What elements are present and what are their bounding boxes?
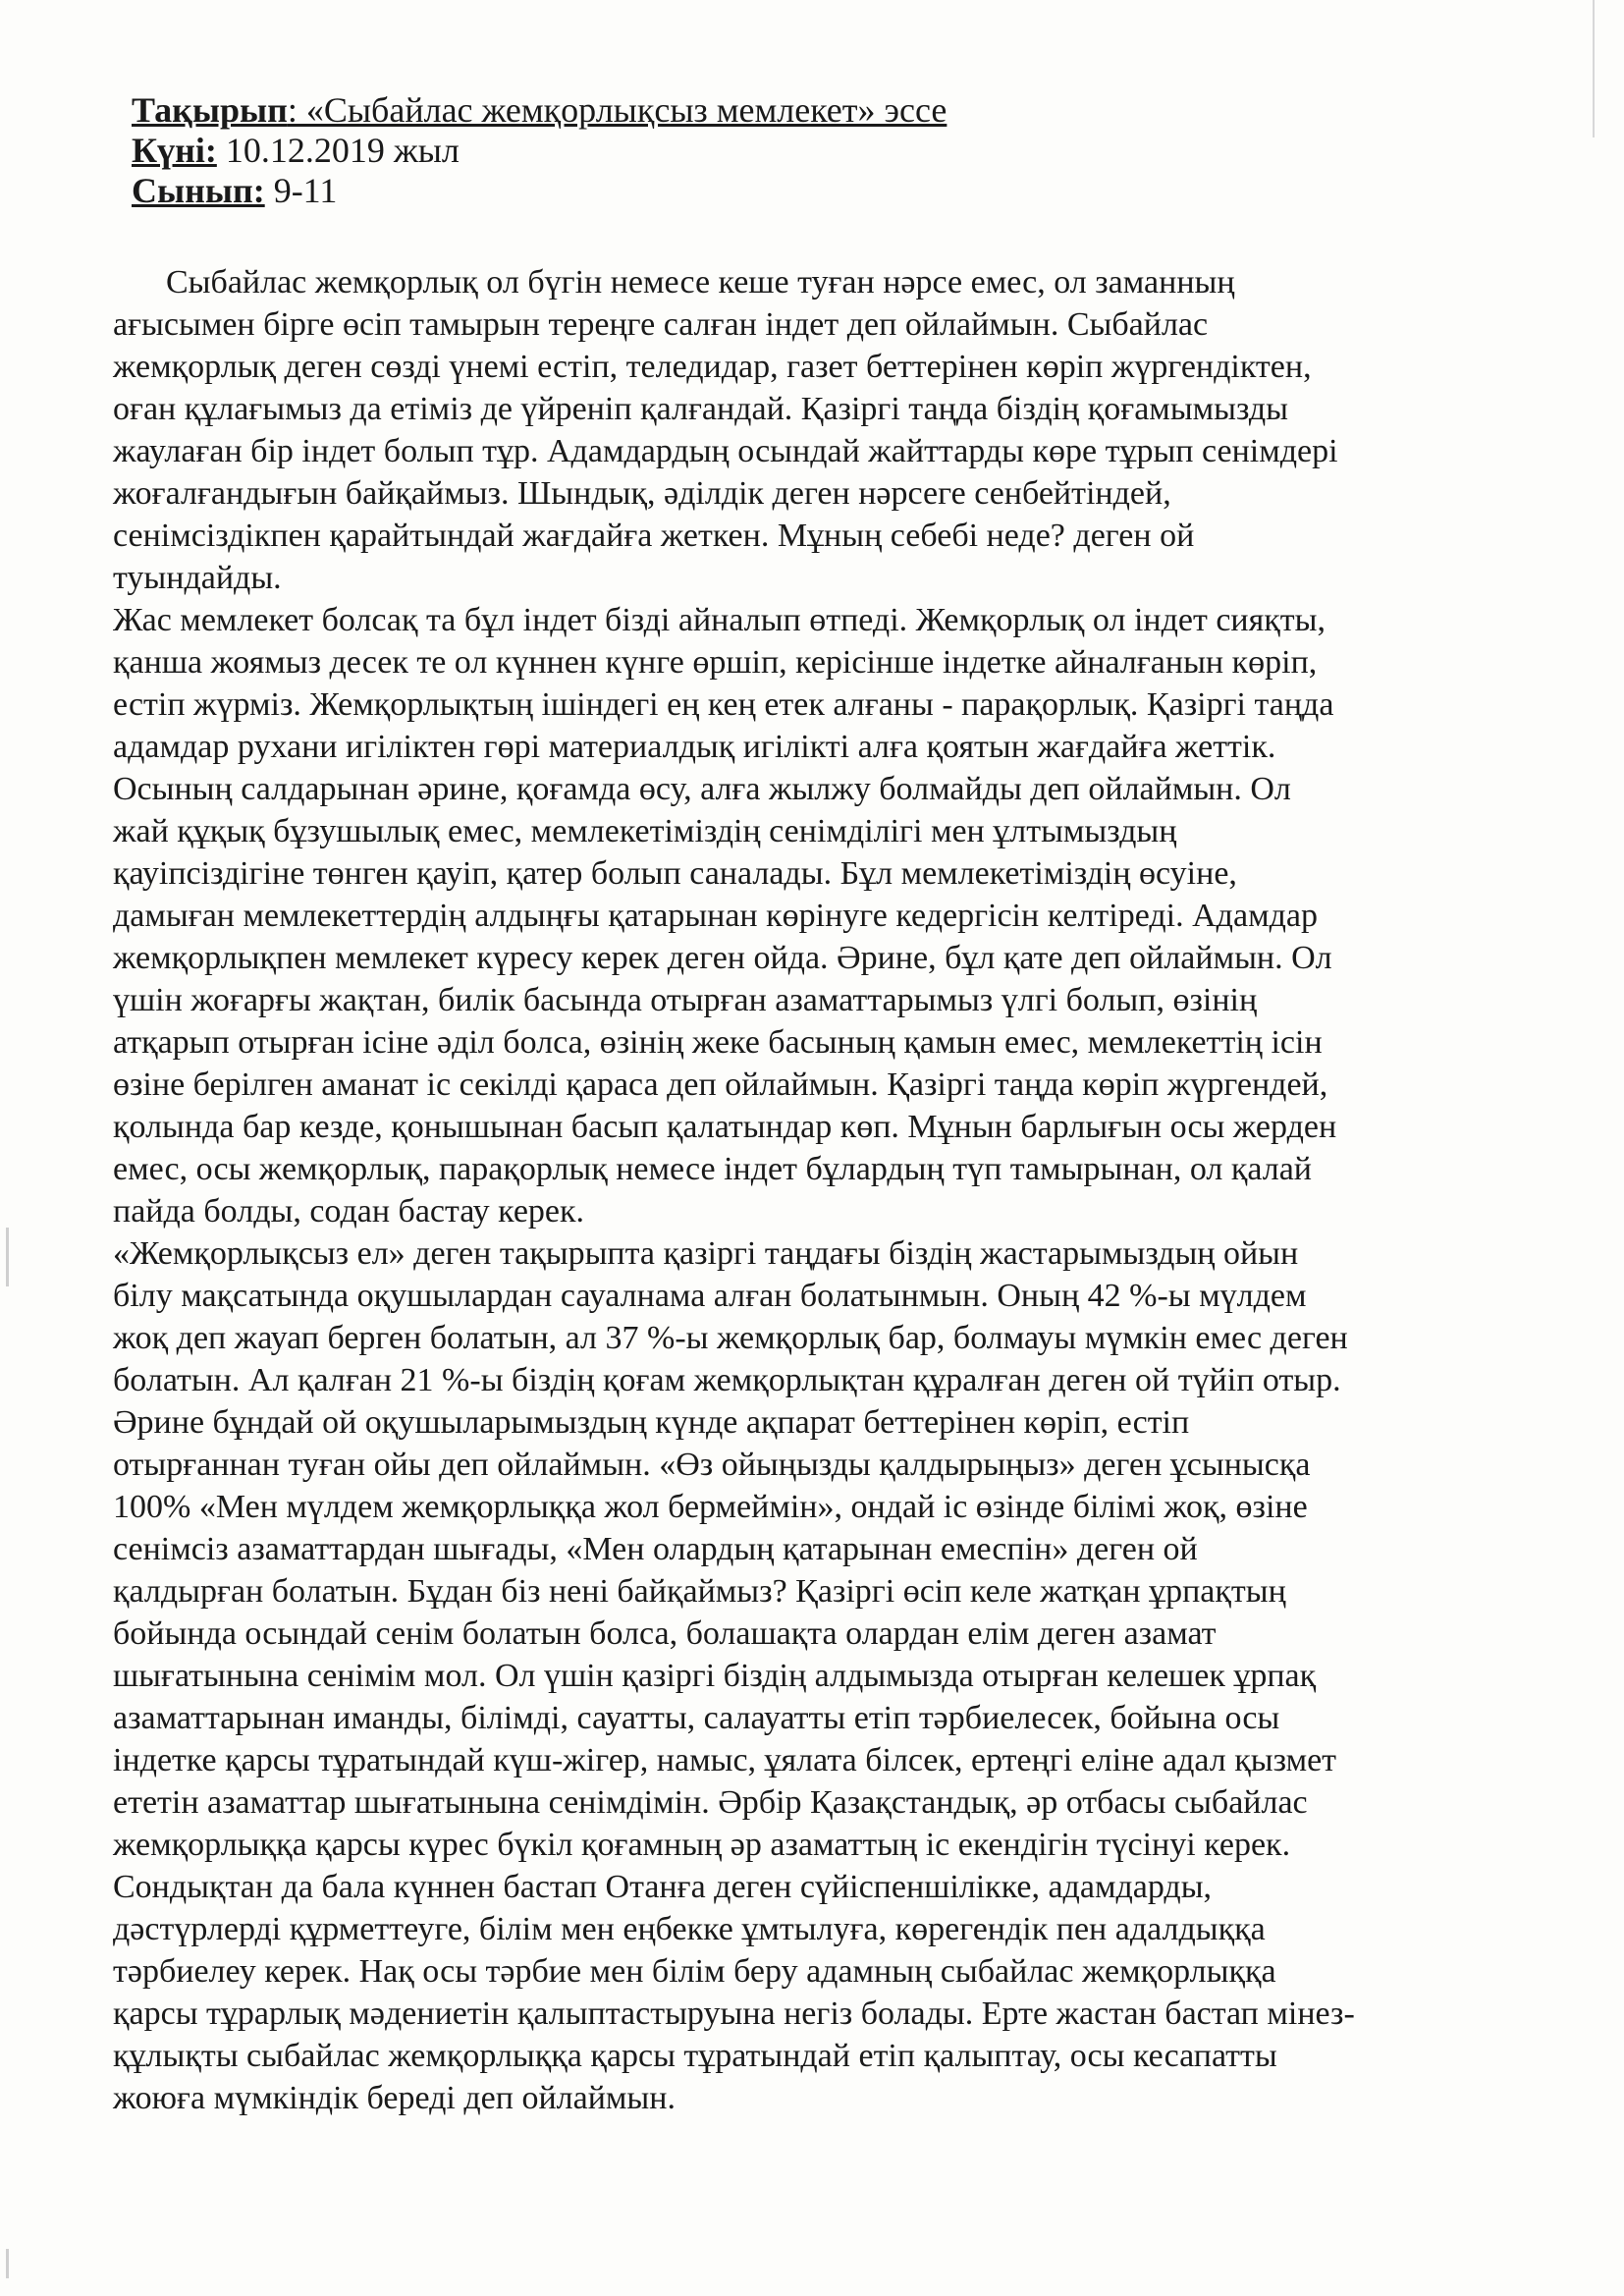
essay-line: ететін азаматтар шығатынына сенімдімін. Әрбір Қазақстандық, әр отбасы сыбайлас (113, 1784, 1308, 1821)
essay-line: болатын. Ал қалған 21 %-ы біздің қоғам жемқорлықтан құралған деген ой түйіп отыр. (113, 1362, 1341, 1398)
essay-line: білу мақсатында оқушылардан сауалнама алған болатынмын. Оның 42 %-ы мүлдем (113, 1278, 1307, 1314)
essay-line: тәрбиелеу керек. Нақ осы тәрбие мен білім беру адамның сыбайлас жемқорлыққа (113, 1953, 1276, 1990)
essay-line: «Жемқорлықсыз ел» деген тақырыпта қазіргі таңдағы біздің жастарымыздың ойын (113, 1235, 1299, 1272)
essay-line: жоғалғандығын байқаймыз. Шындық, әділдік деген нәрсеге сенбейтіндей, (113, 475, 1171, 512)
essay-line: Осының салдарынан әрине, қоғамда өсу, алға жылжу болмайды деп ойлаймын. Ол (113, 771, 1291, 807)
essay-line: 100% «Мен мүлдем жемқорлыққа жол бермеймін», ондай іс өзінде білімі жоқ, өзіне (113, 1489, 1308, 1525)
essay-line: Жас мемлекет болсақ та бұл індет бізді айналып өтпеді. Жемқорлық ол індет сияқты, (113, 602, 1326, 638)
essay-line: үшін жоғарғы жақтан, билік басында отырған азаматтарымыз үлгі болып, өзінің (113, 982, 1258, 1018)
essay-line: туындайды. (113, 560, 282, 596)
date-label: Күні: (132, 131, 217, 170)
essay-line: өзіне берілген аманат іс секілді қараса деп ойлаймын. Қазіргі таңда көріп жүргендей, (113, 1066, 1328, 1103)
essay-line: отырғаннан туған ойы деп ойлаймын. «Өз ойыңызды қалдырыңыз» деген ұсыныcқа (113, 1447, 1311, 1483)
essay-line: қауіпсіздігіне төнген қауіп, қатер болып саналады. Бұл мемлекетіміздің өсуіне, (113, 855, 1237, 892)
essay-line: жемқорлықпен мемлекет күресу керек деген ойда. Әрине, бұл қате деп ойлаймын. Ол (113, 940, 1332, 976)
essay-line: құлықты сыбайлас жемқорлыққа қарсы тұратындай етіп қалыптау, осы кесапатты (113, 2038, 1277, 2074)
topic-value: : «Сыбайлас жемқорлықсыз мемлекет» эссе (287, 90, 947, 130)
essay-line: атқарып отырған ісіне әділ болса, өзінің жеке басының қамын емес, мемлекеттің ісін (113, 1024, 1323, 1061)
essay-line: Әрине бұндай ой оқушыларымыздың күнде ақпарат беттерінен көріп, естіп (113, 1404, 1190, 1441)
essay-line: жоқ деп жауап берген болатын, ал 37 %-ы жемқорлық бар, болмауы мүмкін емес деген (113, 1320, 1348, 1356)
essay-line: қарсы тұрарлық мәдениетін қалыптастыруына негіз болады. Ерте жастан бастап мінез- (113, 1995, 1355, 2032)
essay-line: дәстүрлерді құрметтеуге, білім мен еңбекке ұмтылуға, көрегендік пен адалдыққа (113, 1911, 1266, 1947)
essay-line: емес, осы жемқорлық, парақорлық немесе індет бұлардың түп тамырынан, ол қалай (113, 1151, 1312, 1187)
essay-line: ағысымен бірге өсіп тамырын тереңге салған індет деп ойлаймын. Сыбайлас (113, 306, 1209, 343)
essay-line: оған құлағымыз да етіміз де үйреніп қалғандай. Қазіргі таңда біздің қоғамымызды (113, 391, 1288, 427)
essay-line: індетке қарсы тұратындай күш-жігер, намыс, ұялата білсек, ертеңгі еліне адал қызмет (113, 1742, 1337, 1778)
scan-edge-mark (6, 1228, 9, 1286)
essay-line: жоюға мүмкіндік береді деп ойлаймын. (113, 2080, 676, 2116)
date-line (132, 131, 947, 171)
essay-line: дамыған мемлекеттердің алдыңғы қатарынан көрінуге кедергісін келтіреді. Адамдар (113, 898, 1318, 934)
document-header (132, 90, 947, 211)
essay-line: сенімсіздікпен қарайтындай жағдайға жеткен. Мұның себебі неде? деген ой (113, 518, 1195, 554)
date-value: 10.12.2019 жыл (216, 131, 460, 170)
essay-line: Сыбайлас жемқорлық ол бүгін немесе кеше туған нәрсе емес, ол заманның (166, 264, 1235, 301)
essay-line: бойында осындай сенім болатын болса, болашақта олардан елім деген азамат (113, 1615, 1217, 1652)
essay-line: шығатынына сенімім мол. Ол үшін қазіргі біздің алдымызда отырған келешек ұрпақ (113, 1658, 1317, 1694)
essay-line: қанша жоямыз десек те ол күннен күнге өршіп, керісінше індетке айналғанын көріп, (113, 644, 1318, 681)
essay-line: жемқорлық деген сөзді үнемі естіп, теледидар, газет беттерінен көріп жүргендіктен, (113, 349, 1312, 385)
scan-edge-mark (1593, 0, 1595, 137)
essay-line: жаулаған бір індет болып тұр. Адамдардың осындай жайттарды көре тұрып сенімдері (113, 433, 1338, 469)
class-value: 9-11 (264, 171, 338, 210)
topic-label: Тақырып (132, 90, 288, 130)
essay-line: пайда болды, содан бастау керек. (113, 1193, 585, 1230)
essay-line: қалдырған болатын. Бұдан біз нені байқаймыз? Қазіргі өсіп келе жатқан ұрпақтың (113, 1573, 1286, 1610)
essay-line: жай құқық бұзушылық емес, мемлекетіміздің сенімділігі мен ұлтымыздың (113, 813, 1177, 849)
essay-line: жемқорлыққа қарсы күрес бүкіл қоғамның әр азаматтың іс екендігін түсінуі керек. (113, 1827, 1291, 1863)
essay-line: сенімсіз азаматтардан шығады, «Мен олардың қатарынан емеспін» деген ой (113, 1531, 1198, 1567)
essay-line: азаматтарынан иманды, білімді, сауатты, салауатты етіп тәрбиелесек, бойына осы (113, 1700, 1280, 1736)
essay-body (113, 261, 1488, 2119)
class-line (132, 171, 947, 211)
scan-edge-mark (6, 2249, 9, 2278)
essay-line: адамдар рухани игіліктен гөрі материалдық игілікті алға қоятын жағдайға жеттік. (113, 729, 1276, 765)
topic-line (132, 90, 947, 131)
class-label: Сынып: (132, 171, 265, 210)
essay-line: естіп жүрміз. Жемқорлықтың ішіндегі ең кең етек алғаны - парақорлық. Қазіргі таңда (113, 686, 1334, 723)
essay-line: қолында бар кезде, қонышынан басып қалатындар көп. Мұнын барлығын осы жерден (113, 1109, 1337, 1145)
essay-line: Сондықтан да бала күннен бастап Отанға деген сүйіспеншілікке, адамдарды, (113, 1869, 1213, 1905)
